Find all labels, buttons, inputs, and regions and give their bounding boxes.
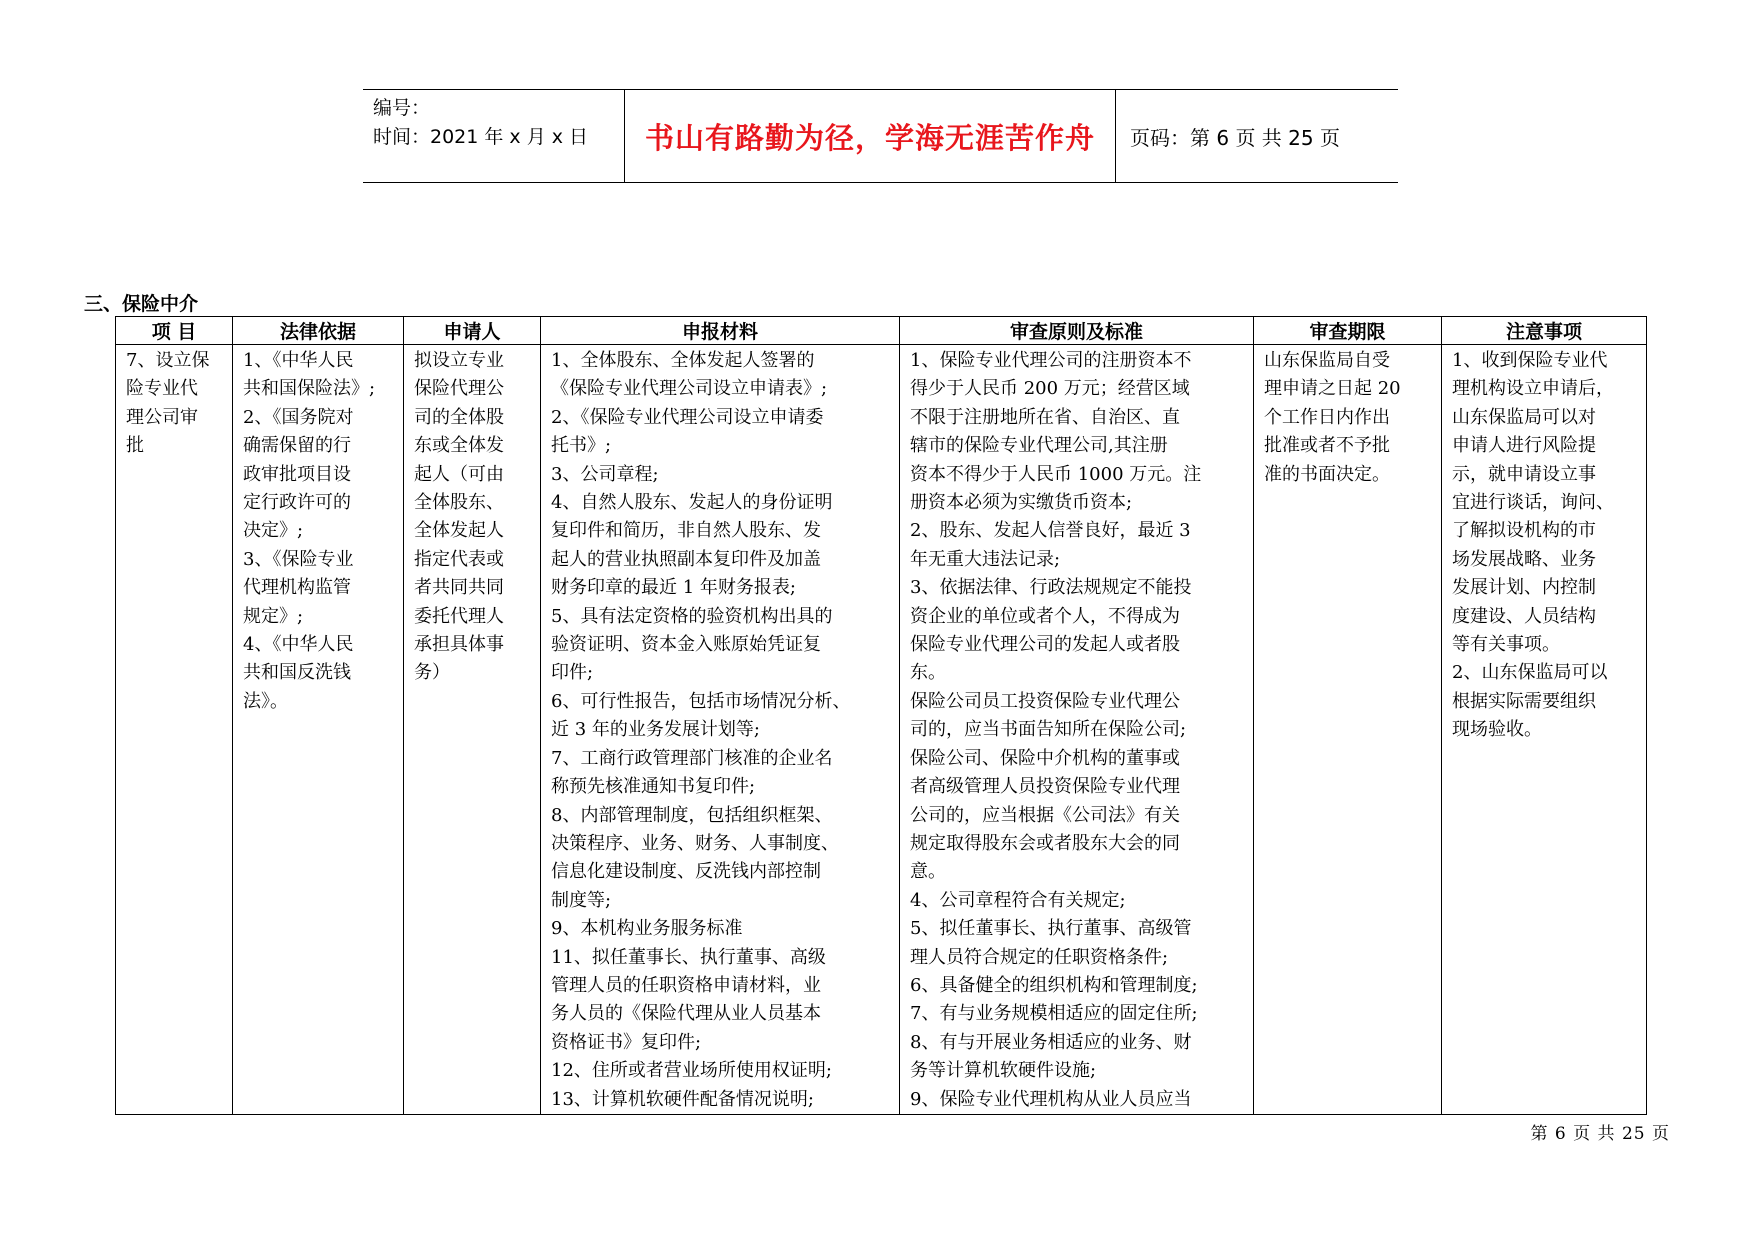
cell-line: 申请人进行风险提	[1452, 435, 1596, 457]
cell-legal-basis	[233, 345, 404, 1115]
cell-line: 称预先核准通知书复印件;	[551, 776, 756, 798]
cell-line: 务人员的《保险代理从业人员基本	[551, 1003, 821, 1025]
cell-line: 6、可行性报告，包括市场情况分析、	[551, 690, 851, 712]
cell-line: 5、具有法定资格的验资机构出具的	[551, 605, 833, 627]
cell-line: 理公司审	[126, 406, 198, 428]
cell-line: 共和国反洗钱	[243, 662, 351, 684]
header-legal-basis: 法律依据	[233, 317, 404, 345]
header-page-label: 页码：第 6 页 共 25 页	[1130, 125, 1340, 150]
table-header-row	[116, 317, 1647, 345]
cell-line: 起人的营业执照副本复印件及加盖	[551, 548, 821, 570]
cell-line: 保险公司、保险中介机构的董事或	[910, 747, 1180, 769]
header-project: 项 目	[116, 317, 233, 345]
cell-line: 《保险专业代理公司设立申请表》;	[551, 378, 828, 400]
cell-line: 指定代表或	[414, 548, 504, 570]
header-applicant: 申请人	[404, 317, 541, 345]
cell-line: 承担具体事	[414, 634, 504, 656]
cell-line: 务等计算机软硬件设施;	[910, 1060, 1097, 1082]
cell-line: 验资证明、资本金入账原始凭证复	[551, 634, 821, 656]
cell-line: 保险专业代理公司的发起人或者股	[910, 634, 1180, 656]
cell-line: 规定取得股东会或者股东大会的同	[910, 832, 1180, 854]
cell-line: 司的，应当书面告知所在保险公司;	[910, 719, 1187, 741]
cell-line: 理机构设立申请后，	[1452, 378, 1614, 400]
cell-line: 个工作日内作出	[1264, 406, 1390, 428]
cell-line: 2、股东、发起人信誉良好，最近 3	[910, 520, 1191, 542]
cell-line: 资格证书》复印件;	[551, 1031, 702, 1053]
cell-line: 公司的，应当根据《公司法》有关	[910, 804, 1180, 826]
cell-line: 资企业的单位或者个人，不得成为	[910, 605, 1180, 627]
cell-line: 定行政许可的	[243, 492, 351, 514]
cell-line: 等有关事项。	[1452, 634, 1560, 656]
cell-line: 8、有与开展业务相适应的业务、财	[910, 1031, 1192, 1053]
cell-line: 管理人员的任职资格申请材料，业	[551, 974, 821, 996]
document-header	[363, 89, 1398, 183]
cell-line: 确需保留的行	[243, 435, 351, 457]
cell-line: 9、本机构业务服务标准	[551, 918, 743, 940]
cell-line: 宜进行谈话，询问、	[1452, 492, 1614, 514]
cell-materials	[541, 345, 900, 1115]
cell-line: 东或全体发	[414, 435, 504, 457]
cell-line: 准的书面决定。	[1264, 463, 1390, 485]
cell-line: 示，就申请设立事	[1452, 463, 1596, 485]
cell-line: 3、公司章程;	[551, 463, 659, 485]
cell-line: 7、有与业务规模相适应的固定住所;	[910, 1003, 1198, 1025]
cell-line: 3、依据法律、行政法规规定不能投	[910, 577, 1192, 599]
cell-line: 司的全体股	[414, 406, 504, 428]
cell-line: 册资本必须为实缴货币资本;	[910, 492, 1133, 514]
table-row	[116, 345, 1647, 1115]
cell-line: 复印件和简历，非自然人股东、发	[551, 520, 821, 542]
cell-line: 保险公司员工投资保险专业代理公	[910, 690, 1180, 712]
cell-line: 全体发起人	[414, 520, 504, 542]
cell-line: 13、计算机软硬件配备情况说明;	[551, 1088, 814, 1110]
cell-line: 11、拟任董事长、执行董事、高级	[551, 946, 826, 968]
cell-line: 场发展战略、业务	[1452, 548, 1596, 570]
cell-line: 1、《中华人民	[243, 350, 354, 371]
cell-line: 决策程序、业务、财务、人事制度、	[551, 832, 839, 854]
cell-line: 拟设立专业	[414, 350, 504, 371]
header-motto: 书山有路勤为径，学海无涯苦作舟	[625, 90, 1116, 182]
cell-line: 辖市的保险专业代理公司,其注册	[910, 435, 1168, 457]
cell-review-standards	[900, 345, 1254, 1115]
cell-line: 4、自然人股东、发起人的身份证明	[551, 492, 833, 514]
cell-line: 近 3 年的业务发展计划等;	[551, 719, 760, 741]
cell-line: 9、保险专业代理机构从业人员应当	[910, 1088, 1192, 1110]
page-footer: 第 6 页 共 25 页	[1530, 1124, 1670, 1144]
cell-line: 险专业代	[126, 378, 198, 400]
cell-line: 5、拟任董事长、执行董事、高级管	[910, 918, 1192, 940]
cell-line: 理申请之日起 20	[1264, 378, 1401, 400]
cell-line: 根据实际需要组织	[1452, 690, 1596, 712]
cell-line: 得少于人民币 200 万元；经营区域	[910, 378, 1190, 400]
cell-line: 保险代理公	[414, 378, 504, 400]
header-notes: 注意事项	[1442, 317, 1647, 345]
cell-line: 委托代理人	[414, 605, 504, 627]
cell-line: 者高级管理人员投资保险专业代理	[910, 776, 1180, 798]
cell-line: 规定》;	[243, 605, 304, 627]
cell-line: 1、全体股东、全体发起人签署的	[551, 350, 815, 371]
cell-line: 7、工商行政管理部门核准的企业名	[551, 747, 833, 769]
cell-line: 资本不得少于人民币 1000 万元。注	[910, 463, 1202, 485]
cell-notes	[1442, 345, 1647, 1115]
cell-line: 法》。	[243, 690, 288, 712]
cell-line: 起人（可由	[414, 463, 504, 485]
cell-review-period	[1254, 345, 1442, 1115]
cell-line: 山东保监局可以对	[1452, 406, 1596, 428]
cell-line: 度建设、人员结构	[1452, 605, 1596, 627]
cell-line: 代理机构监管	[243, 577, 351, 599]
header-meta	[363, 90, 625, 182]
cell-line: 1、收到保险专业代	[1452, 350, 1608, 371]
cell-line: 不限于注册地所在省、自治区、直	[910, 406, 1180, 428]
cell-line: 制度等;	[551, 889, 612, 911]
insurance-intermediary-table	[115, 316, 1647, 1115]
cell-line: 4、《中华人民	[243, 634, 354, 656]
section-title: 三、保险中介	[84, 293, 199, 315]
cell-line: 者共同共同	[414, 577, 504, 599]
cell-line: 2、《保险专业代理公司设立申请委	[551, 406, 824, 428]
cell-line: 2、《国务院对	[243, 406, 354, 428]
cell-line: 年无重大违法记录;	[910, 548, 1061, 570]
cell-line: 托书》;	[551, 435, 612, 457]
cell-line: 全体股东、	[414, 492, 504, 514]
cell-project	[116, 345, 233, 1115]
cell-line: 批	[126, 435, 144, 457]
cell-line: 12、住所或者营业场所使用权证明;	[551, 1060, 832, 1082]
cell-line: 印件;	[551, 662, 594, 684]
cell-line: 6、具备健全的组织机构和管理制度;	[910, 974, 1198, 996]
cell-line: 务）	[414, 662, 450, 684]
cell-line: 发展计划、内控制	[1452, 577, 1596, 599]
cell-line: 4、公司章程符合有关规定;	[910, 889, 1126, 911]
cell-line: 3、《保险专业	[243, 548, 354, 570]
header-review-period: 审查期限	[1254, 317, 1442, 345]
document-number-label: 编号：	[373, 97, 431, 119]
cell-line: 现场验收。	[1452, 719, 1542, 741]
header-materials: 申报材料	[541, 317, 900, 345]
cell-line: 山东保监局自受	[1264, 350, 1390, 371]
cell-applicant	[404, 345, 541, 1115]
cell-line: 共和国保险法》;	[243, 378, 376, 400]
cell-line: 7、设立保	[126, 350, 210, 371]
cell-line: 理人员符合规定的任职资格条件;	[910, 946, 1169, 968]
cell-line: 了解拟设机构的市	[1452, 520, 1596, 542]
cell-line: 东。	[910, 662, 946, 684]
cell-line: 财务印章的最近 1 年财务报表;	[551, 577, 796, 599]
cell-line: 政审批项目设	[243, 463, 351, 485]
cell-line: 2、山东保监局可以	[1452, 662, 1608, 684]
cell-line: 意。	[910, 861, 946, 883]
cell-line: 决定》;	[243, 520, 304, 542]
cell-line: 1、保险专业代理公司的注册资本不	[910, 350, 1192, 371]
cell-line: 批准或者不予批	[1264, 435, 1390, 457]
header-review-standards: 审查原则及标准	[900, 317, 1254, 345]
cell-line: 8、内部管理制度，包括组织框架、	[551, 804, 833, 826]
cell-line: 信息化建设制度、反洗钱内部控制	[551, 861, 821, 883]
document-time-label: 时间：2021 年 x 月 x 日	[373, 126, 589, 148]
